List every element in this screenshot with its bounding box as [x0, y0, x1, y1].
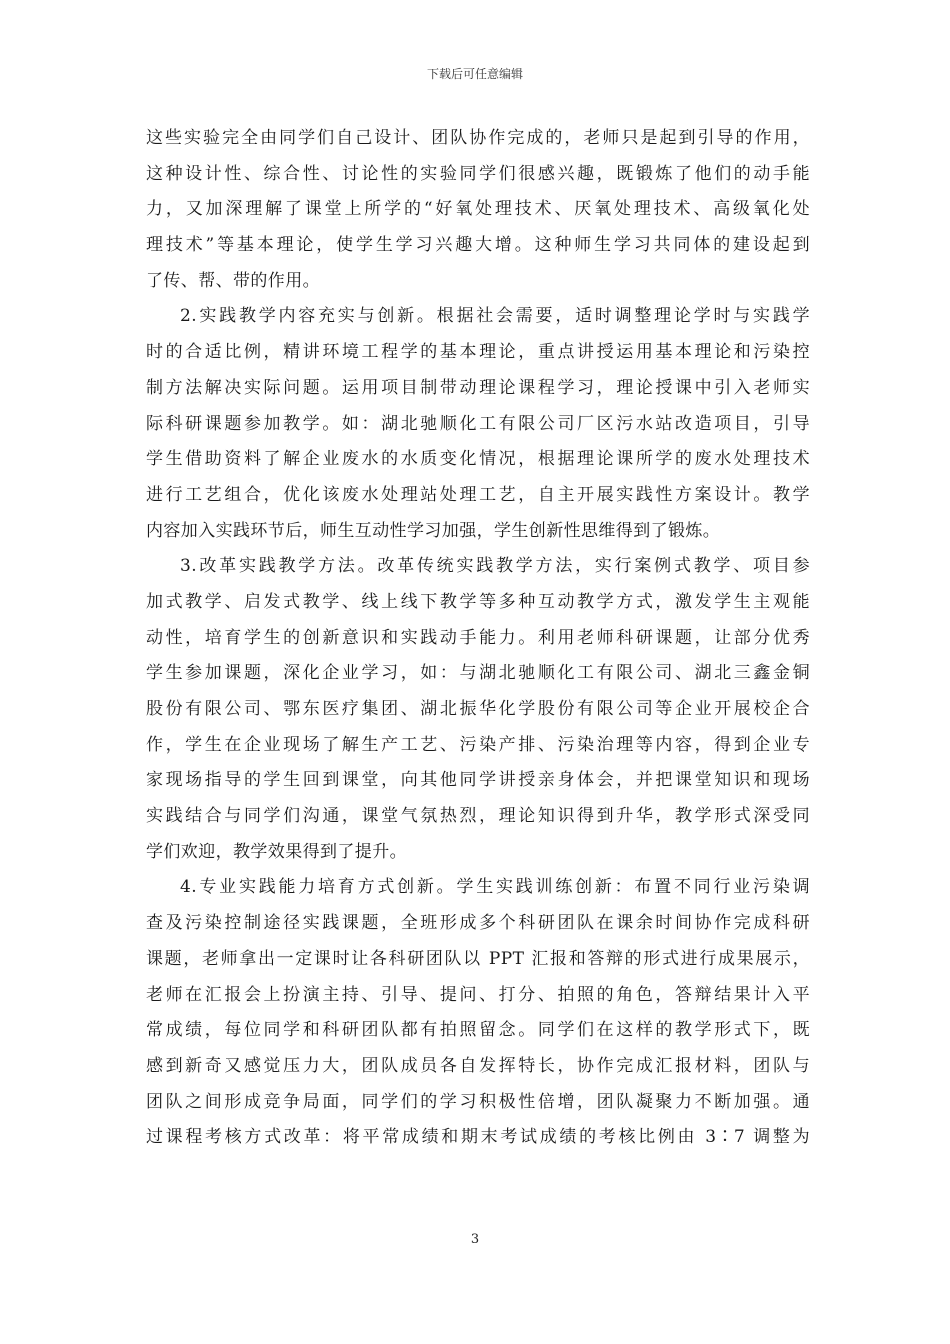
- text-line: 时的合适比例，精讲环境工程学的基本理论，重点讲授运用基本理论和污染控: [146, 342, 810, 363]
- text-line: 股份有限公司、鄂东医疗集团、湖北振华化学股份有限公司等企业开展校企合: [146, 699, 810, 719]
- paragraph-1: [146, 121, 810, 299]
- text-line: 感到新奇又感觉压力大，团队成员各自发挥特长，协作完成汇报材料，团队与: [146, 1055, 810, 1076]
- page-number: 3: [470, 1232, 480, 1247]
- text-line: 团队之间形成竞争局面，同学们的学习积极性倍增，团队凝聚力不断加强。通: [146, 1091, 810, 1112]
- text-line: 学生参加课题，深化企业学习，如：与湖北驰顺化工有限公司、湖北三鑫金铜: [146, 663, 810, 684]
- text-line: 实践结合与同学们沟通，课堂气氛热烈，理论知识得到升华，教学形式深受同: [146, 806, 810, 827]
- page-header-note: 下载后可任意编辑: [426, 67, 523, 81]
- text-line: 老师在汇报会上扮演主持、引导、提问、打分、拍照的角色，答辩结果计入平: [146, 984, 810, 1005]
- text-line: 力，又加深理解了课堂上所学的“好氧处理技术、厌氧处理技术、高级氧化处: [146, 199, 810, 220]
- text-line: 了传、帮、带的作用。: [146, 270, 320, 291]
- document-body: [146, 121, 810, 1156]
- paragraph-4: [146, 870, 810, 1156]
- text-line: 学们欢迎，教学效果得到了提升。: [146, 841, 407, 862]
- text-line: 3.改革实践教学方法。改革传统实践教学方法，实行案例式教学、项目参: [180, 556, 810, 577]
- text-line: 过课程考核方式改革：将平常成绩和期末考试成绩的考核比例由 3∶7 调整为: [146, 1127, 810, 1148]
- text-line: 学生借助资料了解企业废水的水质变化情况，根据理论课所学的废水处理技术: [146, 449, 810, 470]
- text-line: 这些实验完全由同学们自己设计、团队协作完成的，老师只是起到引导的作用，: [146, 128, 810, 148]
- text-line: 这种设计性、综合性、讨论性的实验同学们很感兴趣，既锻炼了他们的动手能: [146, 163, 810, 184]
- text-line: 动性，培育学生的创新意识和实践动手能力。利用老师科研课题，让部分优秀: [146, 627, 810, 648]
- text-line: 2.实践教学内容充实与创新。根据社会需要，适时调整理论学时与实践学: [180, 306, 810, 327]
- text-line: 家现场指导的学生回到课堂，向其他同学讲授亲身体会，并把课堂知识和现场: [146, 770, 810, 791]
- text-line: 4.专业实践能力培育方式创新。学生实践训练创新：布置不同行业污染调: [180, 877, 810, 898]
- text-line: 常成绩，每位同学和科研团队都有拍照留念。同学们在这样的教学形式下，既: [146, 1020, 810, 1041]
- text-line: 进行工艺组合，优化该废水处理站处理工艺，自主开展实践性方案设计。教学: [146, 484, 810, 505]
- text-line: 查及污染控制途径实践课题，全班形成多个科研团队在课余时间协作完成科研: [146, 913, 810, 934]
- text-line: 课题，老师拿出一定课时让各科研团队以 PPT 汇报和答辩的形式进行成果展示，: [146, 948, 810, 969]
- text-line: 作，学生在企业现场了解生产工艺、污染产排、污染治理等内容，得到企业专: [146, 734, 810, 755]
- text-line: 际科研课题参加教学。如：湖北驰顺化工有限公司厂区污水站改造项目，引导: [146, 413, 810, 434]
- paragraph-2: [146, 299, 810, 549]
- paragraph-3: [146, 549, 810, 870]
- text-line: 理技术”等基本理论，使学生学习兴趣大增。这种师生学习共同体的建设起到: [146, 235, 810, 256]
- text-line: 加式教学、启发式教学、线上线下教学等多种互动教学方式，激发学生主观能: [146, 591, 810, 612]
- text-line: 制方法解决实际问题。运用项目制带动理论课程学习，理论授课中引入老师实: [146, 377, 810, 398]
- text-line: 内容加入实践环节后，师生互动性学习加强，学生创新性思维得到了锻炼。: [146, 520, 721, 541]
